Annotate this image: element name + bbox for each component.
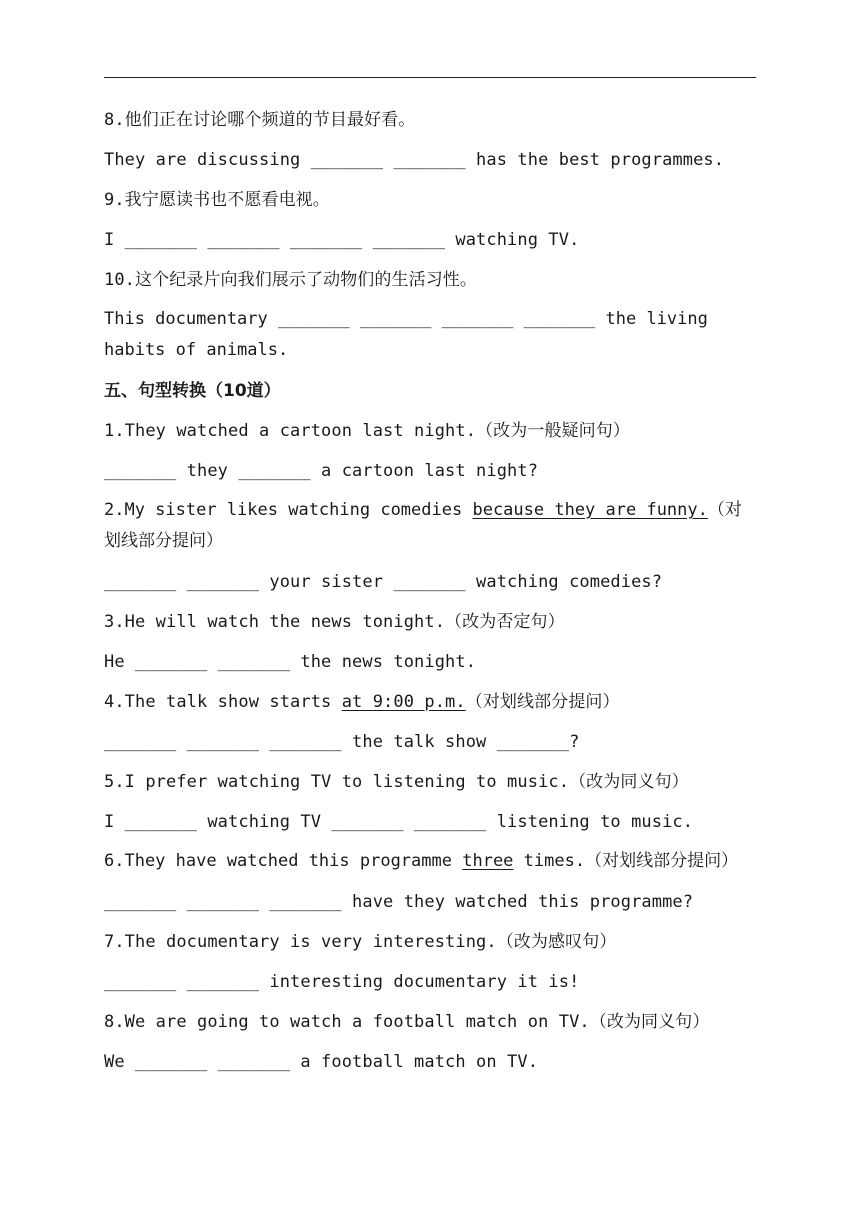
- s4-text: 4.The talk show starts: [104, 692, 342, 712]
- q9-chinese: 9.我宁愿读书也不愿看电视。: [104, 190, 330, 210]
- s4-answer: _______ _______ _______ the talk show _______?: [104, 732, 580, 752]
- s6-answer: _______ _______ _______ have they watched this programme?: [104, 892, 694, 912]
- s6-question: [104, 846, 756, 877]
- header-rule: [104, 77, 756, 78]
- q8-english: They are discussing _______ _______ has the best programmes.: [104, 150, 725, 170]
- q10-chinese: 10.这个纪录片向我们展示了动物们的生活习性。: [104, 270, 478, 290]
- s6-instruction: times.（对划线部分提问）: [513, 851, 739, 871]
- section5-heading: 五、句型转换（10道）: [104, 381, 281, 401]
- s4-instruction: （对划线部分提问）: [465, 692, 620, 712]
- q9-english: I _______ _______ _______ _______ watching TV.: [104, 230, 580, 250]
- s8-question: 8.We are going to watch a football match on TV.（改为同义句）: [104, 1012, 710, 1032]
- s1-question: 1.They watched a cartoon last night.（改为一般疑问句）: [104, 421, 630, 441]
- s3-answer: He _______ _______ the news tonight.: [104, 652, 477, 672]
- s2-question: [104, 495, 756, 557]
- s3-question: 3.He will watch the news tonight.（改为否定句）: [104, 612, 565, 632]
- s4-question: [104, 682, 756, 722]
- worksheet-body: [104, 100, 756, 1082]
- q8-chinese: 8.他们正在讨论哪个频道的节目最好看。: [104, 110, 416, 130]
- s5-answer: I _______ watching TV _______ _______ listening to music.: [104, 812, 694, 832]
- s2-text: 2.My sister likes watching comedies: [104, 500, 473, 520]
- s2-instruction: （对划线部分提问）: [104, 500, 742, 551]
- s5-question: 5.I prefer watching TV to listening to music.（改为同义句）: [104, 772, 689, 792]
- s1-answer: _______ they _______ a cartoon last night?: [104, 461, 539, 481]
- q10-english: This documentary _______ _______ _______ _______ the living habits of animals.: [104, 309, 708, 360]
- s7-question: 7.The documentary is very interesting.（改为感叹句）: [104, 932, 617, 952]
- s8-answer: We _______ _______ a football match on TV.: [104, 1052, 539, 1072]
- s6-underlined: three: [462, 851, 514, 871]
- s2-answer: _______ _______ your sister _______ watching comedies?: [104, 572, 663, 592]
- s4-underlined: at 9:00 p.m.: [341, 692, 466, 712]
- s6-text: 6.They have watched this programme: [104, 851, 463, 871]
- s2-underlined: because they are funny.: [472, 500, 708, 520]
- s7-answer: _______ _______ interesting documentary it is!: [104, 972, 580, 992]
